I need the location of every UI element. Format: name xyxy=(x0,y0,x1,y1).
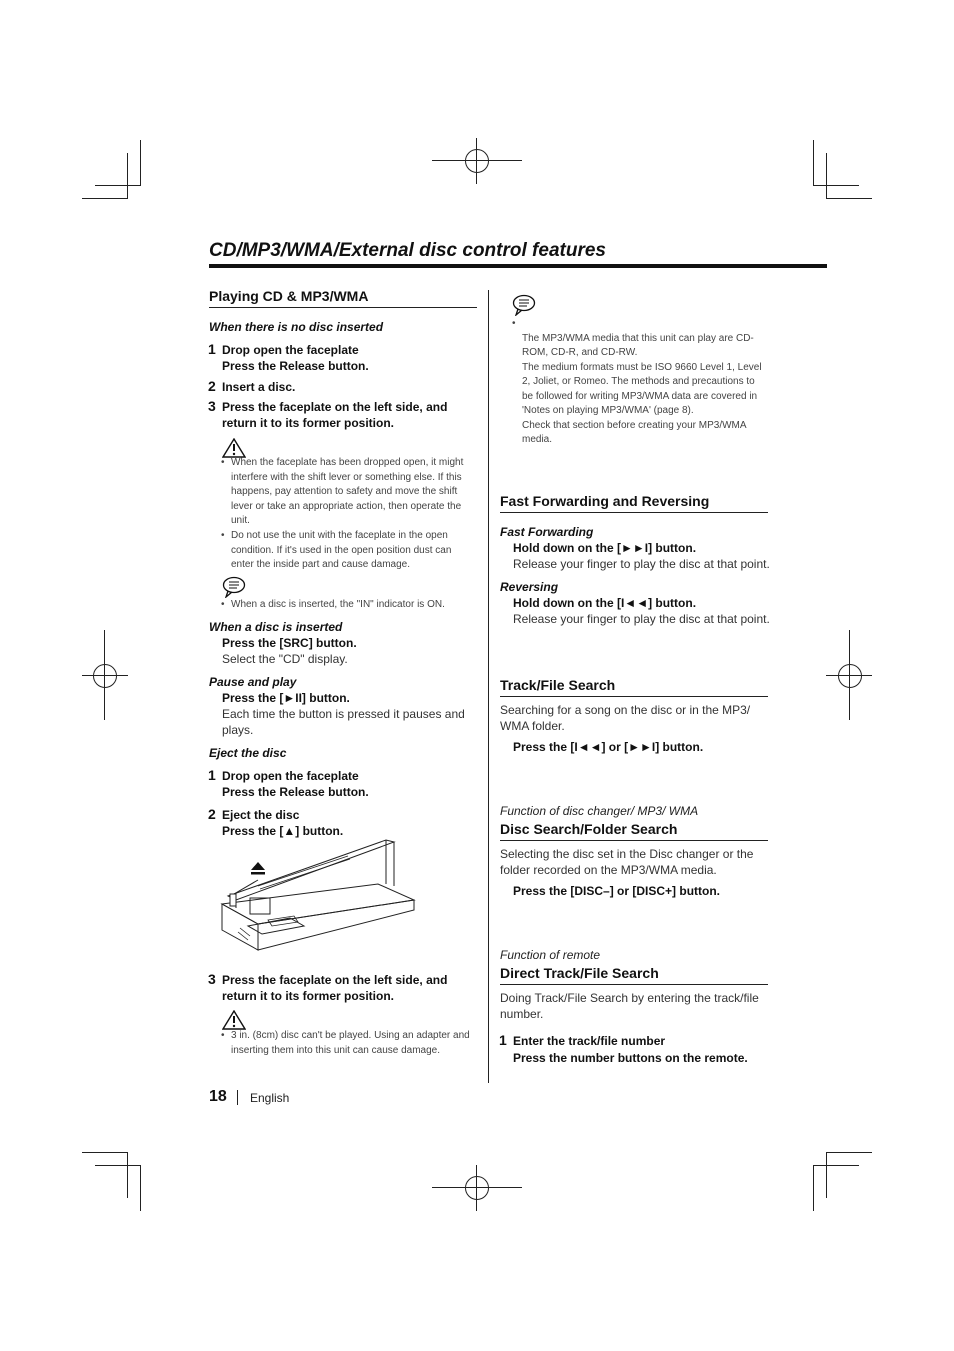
step-number: 1 xyxy=(208,767,216,783)
step-number: 1 xyxy=(499,1032,507,1048)
step-text: Press the faceplate on the left side, and xyxy=(222,400,448,414)
column-divider xyxy=(488,290,489,1083)
step-number: 2 xyxy=(208,806,216,822)
warning-icon xyxy=(222,1010,246,1030)
desc-text: Searching for a song on the disc or in the MP3/ WMA folder. xyxy=(500,703,751,733)
section-title-direct-search: Direct Track/File Search xyxy=(500,965,768,985)
registration-mark-top xyxy=(465,149,489,173)
action-text: Press the [SRC] button. xyxy=(222,636,357,650)
section-title-playing: Playing CD & MP3/WMA xyxy=(209,288,477,308)
step-text: Drop open the faceplate xyxy=(222,769,359,783)
footer-divider xyxy=(237,1090,238,1105)
function-label: Function of disc changer/ MP3/ WMA xyxy=(500,804,699,818)
registration-mark-bottom xyxy=(465,1176,489,1200)
warning-note: • 3 in. (8cm) disc can't be played. Using an adapter and inserting them into this unit can cause damage. xyxy=(221,1030,470,1056)
action-text: Press the [►II] button. xyxy=(222,691,350,705)
desc-text: Each time the button is pressed it pauses and plays. xyxy=(222,707,465,737)
step-number: 3 xyxy=(208,971,216,987)
step-text: Press the Release button. xyxy=(222,785,369,799)
action-text: Hold down on the [I◄◄] button. xyxy=(513,596,697,610)
action-text: Press the [I◄◄] or [►►I] button. xyxy=(513,740,704,754)
section-title-disc-search: Disc Search/Folder Search xyxy=(500,821,768,841)
heading-pause-play: Pause and play xyxy=(209,675,297,689)
step-number: 1 xyxy=(208,341,216,357)
step-text: Press the [▲] button. xyxy=(222,824,344,838)
step-text: Press the faceplate on the left side, and xyxy=(222,973,448,987)
warning-note: • Do not use the unit with the faceplate in the open condition. If it's used in the open position dust can enter the inside part and cause damage. xyxy=(221,530,452,570)
step-number: 3 xyxy=(208,398,216,414)
heading-disc-inserted: When a disc is inserted xyxy=(209,620,343,634)
warning-icon xyxy=(222,438,246,458)
registration-mark-right xyxy=(838,664,862,688)
faceplate-illustration xyxy=(218,838,418,954)
step-text: Eject the disc xyxy=(222,808,300,822)
heading-eject: Eject the disc xyxy=(209,746,287,760)
step-number: 2 xyxy=(208,378,216,394)
desc-text: Release your finger to play the disc at that point. xyxy=(513,557,770,571)
action-text: Press the [DISC–] or [DISC+] button. xyxy=(513,884,721,898)
desc-text: Doing Track/File Search by entering the track/file number. xyxy=(500,991,759,1021)
heading-reversing: Reversing xyxy=(500,580,559,594)
footer-language: English xyxy=(250,1091,290,1105)
step-text: Insert a disc. xyxy=(222,380,296,394)
heading-fast-forward: Fast Forwarding xyxy=(500,525,594,539)
step-text: Drop open the faceplate xyxy=(222,343,359,357)
page-number: 18 xyxy=(209,1088,227,1105)
page-title: CD/MP3/WMA/External disc control features xyxy=(209,240,606,261)
memo-icon xyxy=(512,294,536,316)
registration-mark-left xyxy=(93,664,117,688)
warning-note: • When the faceplate has been dropped open, it might interfere with the shift lever or something else. If this happens, pay attention to safety and move the shift lever or take an appropriate action, then operate the unit. xyxy=(221,457,464,526)
step-text: Press the Release button. xyxy=(222,359,369,373)
section-title-track-search: Track/File Search xyxy=(500,677,768,697)
desc-text: Selecting the disc set in the Disc changer or the folder recorded on the MP3/WMA media. xyxy=(500,847,754,877)
heading-no-disc: When there is no disc inserted xyxy=(209,320,384,334)
title-rule xyxy=(209,264,827,268)
memo-note: • When a disc is inserted, the "IN" indicator is ON. xyxy=(221,599,445,610)
memo-note: • The MP3/WMA media that this unit can play are CD-ROM, CD-R, and CD-RW. The medium formats must be ISO 9660 Level 1, Level 2, Joliet, or Romeo. The methods and precautions to be followed for writing MP3/WMA data are covered in 'Notes on playing MP3/WMA' (page 8). Check that section before creating your MP3/WMA media. xyxy=(512,318,762,445)
step-text: Enter the track/file number xyxy=(513,1034,666,1048)
step-text: Press the number buttons on the remote. xyxy=(513,1051,748,1065)
memo-icon xyxy=(222,576,246,598)
desc-text: Select the "CD" display. xyxy=(222,652,348,666)
function-label: Function of remote xyxy=(500,948,601,962)
action-text: Hold down on the [►►I] button. xyxy=(513,541,697,555)
step-text: return it to its former position. xyxy=(222,989,395,1003)
desc-text: Release your finger to play the disc at that point. xyxy=(513,612,770,626)
step-text: return it to its former position. xyxy=(222,416,395,430)
section-title-ff-rev: Fast Forwarding and Reversing xyxy=(500,493,768,513)
